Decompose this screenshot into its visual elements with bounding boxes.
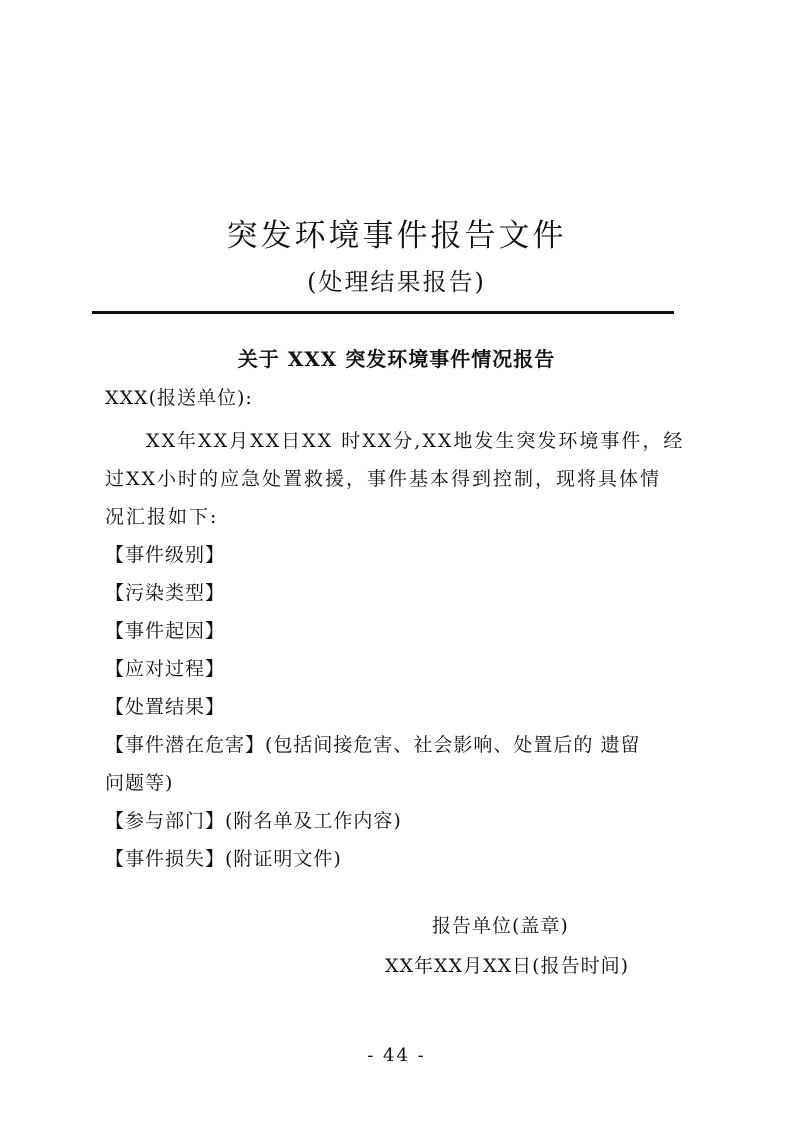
section-event-level: 【事件级别】 <box>105 544 226 566</box>
section-disposal-result: 【处置结果】 <box>105 696 226 718</box>
signature-unit: 报告单位(盖章) <box>432 915 569 937</box>
section-losses: 【事件损失】(附证明文件) <box>105 848 342 870</box>
title-divider <box>92 311 674 314</box>
section-response-process: 【应对过程】 <box>105 658 226 680</box>
section-potential-hazard-cont: 问题等) <box>105 772 174 794</box>
intro-line-2: 过XX小时的应急处置救援，事件基本得到控制，现将具体情 <box>105 468 662 490</box>
intro-line-1: XX年XX月XX日XX 时XX分,XX地发生突发环境事件，经 <box>146 430 685 452</box>
intro-line-3: 况汇报如下: <box>105 506 219 528</box>
section-departments: 【参与部门】(附名单及工作内容) <box>105 810 402 832</box>
section-event-cause: 【事件起因】 <box>105 620 226 642</box>
section-potential-hazard: 【事件潜在危害】(包括间接危害、社会影响、处置后的 遗留 <box>105 734 641 756</box>
signature-date: XX年XX月XX日(报告时间) <box>385 955 629 977</box>
section-pollution-type: 【污染类型】 <box>105 582 226 604</box>
report-heading: 关于 XXX 突发环境事件情况报告 <box>237 347 556 371</box>
page-number: - 44 - <box>367 1045 426 1066</box>
recipient-line: XXX(报送单位): <box>105 387 253 409</box>
document-subtitle: (处理结果报告) <box>307 268 486 296</box>
document-title: 突发环境事件报告文件 <box>226 218 567 254</box>
